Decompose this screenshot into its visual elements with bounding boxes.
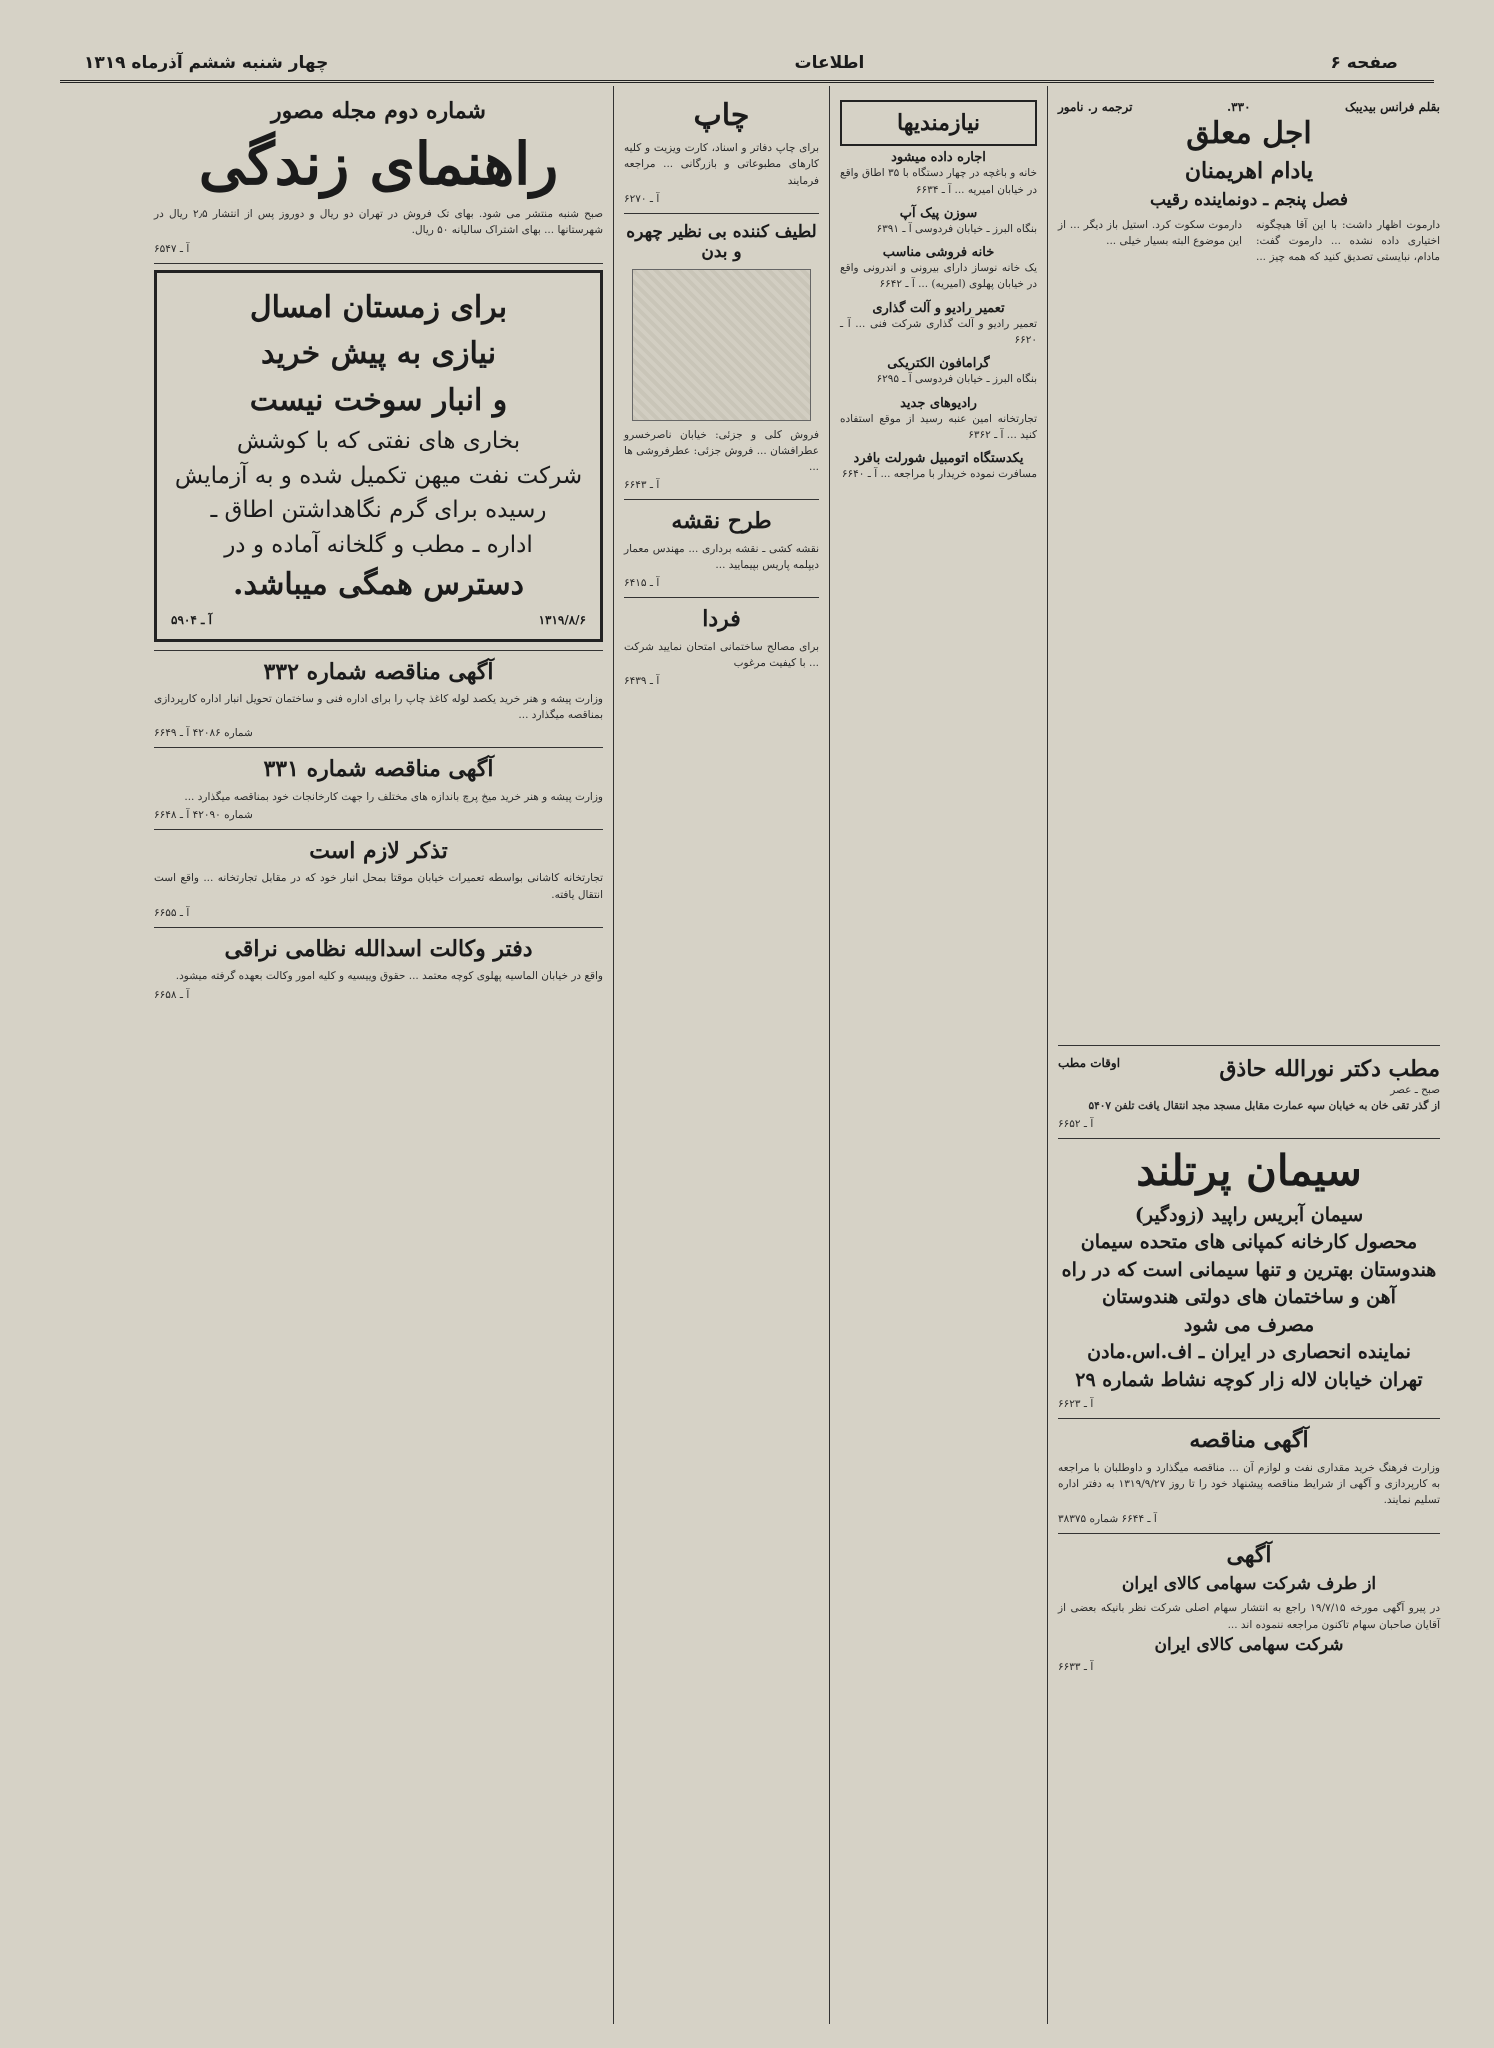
print-ad xyxy=(624,90,819,214)
heater-body xyxy=(171,424,586,562)
farda-code: آ ـ ۶۴۳۹ xyxy=(624,675,660,688)
tender-ad xyxy=(1058,1419,1440,1533)
needs-item-title: رادیوهای جدید xyxy=(900,395,977,411)
map-code: آ ـ ۶۴۱۵ xyxy=(624,577,660,590)
beauty-text: فروش کلی و جزئی: خیابان ناصرخسرو عطرافشان ... فروش جزئی: عطرفروشی ها ... xyxy=(624,428,819,474)
print-code: آ ـ ۶۲۷۰ xyxy=(624,192,660,205)
company-notice-title: آگهی xyxy=(1226,1541,1272,1568)
column-serial xyxy=(1048,86,1450,2024)
serial-block xyxy=(1058,90,1440,1046)
cement-code: آ ـ ۶۶۲۳ xyxy=(1058,1398,1094,1411)
needs-item-title: تعمیر رادیو و آلت گذاری xyxy=(872,300,1005,316)
beauty-code: آ ـ ۶۶۴۳ xyxy=(624,479,660,492)
tender-332-title: آگهی مناقصه شماره ۳۳۲ xyxy=(263,658,494,685)
cement-line: هندوستان بهترین و تنها سیمانی است که در راه xyxy=(1061,1258,1437,1281)
needs-item xyxy=(840,206,1037,237)
cement-title: سیمان پرتلند xyxy=(1136,1146,1362,1196)
magazine-text: صبح شنبه منتشر می شود. بهای تک فروش در تهران دو ریال و دوروز پس از انتشار ۲٫۵ ریال در شهرستانها ... بهای اشتراک سالیانه ۵۰ ریال. xyxy=(154,207,603,237)
print-title: چاپ xyxy=(693,98,750,133)
clinic-title: مطب دکتر نورالله حاذق xyxy=(1219,1055,1440,1082)
cement-ad xyxy=(1058,1139,1440,1419)
needs-item xyxy=(840,396,1037,444)
heater-sub: بخاری های نفتی که با کوشش xyxy=(236,428,521,455)
company-notice-sign: شرکت سهامی کالای ایران xyxy=(1154,1634,1344,1655)
needs-item xyxy=(840,451,1037,482)
tender-332 xyxy=(154,651,603,749)
cement-line: آهن و ساختمان های دولتی هندوستان xyxy=(1102,1286,1396,1309)
needs-item xyxy=(840,150,1037,198)
cement-lines xyxy=(1058,1202,1440,1395)
masthead xyxy=(84,50,1398,76)
masthead-rule xyxy=(60,80,1434,83)
heater-sub: اداره ـ مطب و گلخانه آماده و در xyxy=(224,531,533,558)
serial-chapter: فصل پنجم ـ دونماینده رقیب xyxy=(1150,190,1348,211)
heater-line: نیازی به پیش خرید xyxy=(260,336,497,372)
tender-text: وزارت فرهنگ خرید مقداری نفت و لوازم آن ... مناقصه میگذارد و داوطلبان با مراجعه به کارپردازی و آگهی از شرایط مناقصه پیشنهاد خود را تا روز ۱۳۱۹/۹/۲۷ به دفتر اداره تسلیم نمایند. xyxy=(1058,1461,1441,1507)
needs-item-text: بنگاه البرز ـ خیابان فردوسی آ ـ ۶۳۹۱ xyxy=(876,222,1037,235)
clinic-address: از گذر تقی خان به خیابان سپه عمارت مقابل مسجد مجد انتقال یافت تلفن ۵۴۰۷ xyxy=(1088,1100,1440,1113)
needs-title: نیازمندیها xyxy=(840,100,1037,146)
needs-item xyxy=(840,356,1037,387)
serial-translator: ترجمه ر. نامور xyxy=(1058,100,1133,114)
print-text: برای چاپ دفاتر و اسناد، کارت ویزیت و کلیه کارهای مطبوعاتی و بازرگانی ... مراجعه فرمایند xyxy=(624,142,819,187)
paper-name: اطلاعات xyxy=(794,53,865,73)
needs-item-text: بنگاه البرز ـ خیابان فردوسی آ ـ ۶۲۹۵ xyxy=(876,373,1037,386)
serial-text: دارموت اظهار داشت: با این آقا هیچگونه اختیاری داده نشده ... دارموت گفت: مادام، نبایستی تصدیق کنید که همه چیز ... دارموت سکوت کرد. استیل باز دیگر ... از این موضوع البته بسیار خیلی ... xyxy=(1058,218,1440,264)
serial-author: بقلم فرانس بیدیبک xyxy=(1344,100,1440,114)
column-ads xyxy=(614,86,830,2024)
magazine-name: راهنمای زندگی xyxy=(198,130,559,199)
clinic-hours-text: صبح ـ عصر xyxy=(1390,1083,1440,1096)
needs-item-title: سوزن پیک آپ xyxy=(899,205,978,221)
clinic-hours-label: اوقات مطب xyxy=(1058,1055,1121,1070)
company-notice-code: آ ـ ۶۶۳۳ xyxy=(1058,1661,1094,1674)
needs-item-title: اجاره داده میشود xyxy=(891,150,986,166)
needs-item-text: خانه و باغچه در چهار دستگاه با ۳۵ اطاق واقع در خیابان امیریه ... آ ـ ۶۶۳۴ xyxy=(840,167,1037,196)
clinic-hours xyxy=(1058,1056,1440,1082)
heater-line: برای زمستان امسال xyxy=(249,289,508,325)
map-text: نقشه کشی ـ نقشه برداری ... مهندس معمار دیپلمه پاریس بپیمایید ... xyxy=(624,542,819,572)
serial-issue: ۳۳۰. xyxy=(1226,100,1251,114)
column-classifieds xyxy=(830,86,1048,2024)
heater-code: آ ـ ۵۹۰۴ xyxy=(171,612,212,627)
farda-ad xyxy=(624,598,819,695)
tender-332-code: شماره ۴۲۰۸۶ آ ـ ۶۶۴۹ xyxy=(154,727,253,740)
needs-item xyxy=(840,245,1037,293)
serial-title: اجل معلق xyxy=(1186,116,1312,151)
beauty-ad xyxy=(624,214,819,501)
map-ad xyxy=(624,500,819,598)
needs-item-title: یکدستگاه اتومبیل شورلت بافرد xyxy=(853,451,1024,467)
cement-line: سیمان آبریس راپید (زودگیر) xyxy=(1134,1203,1364,1226)
magazine-ad xyxy=(154,90,603,264)
farda-title: فردا xyxy=(702,606,741,633)
cement-line: محصول کارخانه کمپانی های متحده سیمان xyxy=(1080,1231,1418,1254)
tender-331-title: آگهی مناقصه شماره ۳۳۱ xyxy=(263,756,494,783)
product-illustration xyxy=(632,269,811,421)
tender-title: آگهی مناقصه xyxy=(1189,1427,1309,1454)
heater-ad xyxy=(154,264,603,651)
magazine-code: آ ـ ۶۵۴۷ xyxy=(154,242,190,255)
company-notice-text: در پیرو آگهی مورخه ۱۹/۷/۱۵ راجع به انتشار سهام اصلی شرکت نظر بانیکه بعضی از آقایان صاحبان سهام تاکنون مراجعه ننموده اند ... xyxy=(1058,1602,1440,1631)
clinic-ad xyxy=(1058,1046,1440,1140)
reminder-ad xyxy=(154,830,603,928)
map-title: طرح نقشه xyxy=(671,508,772,535)
heater-last: دسترس همگی میباشد. xyxy=(233,567,524,603)
needs-item-text: تجارتخانه امین عنبه رسید از موقع استفاده کنید ... آ ـ ۶۳۶۲ xyxy=(840,412,1037,441)
lawyer-text: واقع در خیابان الماسیه پهلوی کوچه معتمد ... حقوق وییسیه و کلیه امور وکالت بعهده گرفته میشود. xyxy=(175,970,603,983)
lawyer-title: دفتر وکالت اسدالله نظامی نراقی xyxy=(224,936,533,963)
heater-box xyxy=(154,270,603,642)
columns xyxy=(44,86,1450,2024)
reminder-text: تجارتخانه کاشانی بواسطه تعمیرات خیابان موقتا بمحل انبار خود که در مقابل تجارتخانه ... واقع است انتقال یافته. xyxy=(154,872,603,901)
clinic-code: آ ـ ۶۶۵۲ xyxy=(1058,1118,1094,1131)
heater-date: ۱۳۱۹/۸/۶ xyxy=(538,612,586,627)
company-notice-subtitle: از طرف شرکت سهامی کالای ایران xyxy=(1121,1574,1377,1595)
tender-331 xyxy=(154,748,603,830)
cement-line: تهران خیابان لاله زار کوچه نشاط شماره ۲۹ xyxy=(1075,1368,1423,1391)
magazine-title: شماره دوم مجله مصور xyxy=(271,98,486,124)
heater-sub: رسیده برای گرم نگاهداشتن اطاق ـ xyxy=(210,497,547,524)
page-label: صفحه ۶ xyxy=(1330,53,1398,73)
needs-item-text: مسافرت نموده خریدار با مراجعه ... آ ـ ۶۶۴۰ xyxy=(841,468,1037,481)
farda-text: برای مصالح ساختمانی امتحان نمایید شرکت ... با کیفیت مرغوب xyxy=(624,640,819,669)
cement-line: مصرف می شود xyxy=(1183,1313,1315,1336)
cement-line: نماینده انحصاری در ایران ـ اف.اس.مادن xyxy=(1087,1341,1411,1364)
needs-block xyxy=(840,90,1037,498)
heater-line: و انبار سوخت نیست xyxy=(249,382,508,418)
company-notice xyxy=(1058,1534,1440,1682)
tender-code: آ ـ ۶۶۴۴ شماره ۳۸۳۷۵ xyxy=(1058,1512,1157,1525)
lawyer-ad xyxy=(154,928,603,1009)
issue-date: چهار شنبه ششم آذرماه ۱۳۱۹ xyxy=(84,53,329,73)
serial-meta xyxy=(1058,100,1440,114)
column-left xyxy=(144,86,614,2024)
needs-item xyxy=(840,301,1037,349)
tender-332-text: وزارت پیشه و هنر خرید یکصد لوله کاغذ چاپ را برای اداره فنی و ساختمان تحویل انبار اداره کارپردازی بمناقصه میگذارد ... xyxy=(154,692,603,722)
reminder-title: تذکر لازم است xyxy=(309,838,448,865)
heater-footer xyxy=(171,613,586,627)
needs-item-text: یک خانه نوساز دارای بیرونی و اندرونی واقع در خیابان پهلوی (امیریه) ... آ ـ ۶۶۴۲ xyxy=(840,262,1037,291)
heater-headline xyxy=(171,285,586,425)
heater-sub: شرکت نفت میهن تکمیل شده و به آزمایش xyxy=(174,462,583,489)
serial-subtitle: یادام اهریمنان xyxy=(1184,158,1314,184)
needs-item-title: گرامافون الکتریکی xyxy=(887,356,990,372)
needs-item-title: خانه فروشی مناسب xyxy=(882,245,995,261)
needs-item-text: تعمیر رادیو و آلت گذاری شرکت فنی ... آ ـ ۶۶۲۰ xyxy=(840,317,1037,346)
beauty-title: لطیف کننده بی نظیر چهره و بدن xyxy=(626,221,817,263)
reminder-code: آ ـ ۶۶۵۵ xyxy=(154,907,190,920)
lawyer-code: آ ـ ۶۶۵۸ xyxy=(154,988,190,1001)
tender-331-text: وزارت پیشه و هنر خرید میخ پرچ باندازه های مختلف را جهت کارخانجات خود بمناقصه میگذارد ... xyxy=(184,790,603,803)
tender-331-code: شماره ۴۲۰۹۰ آ ـ ۶۶۴۸ xyxy=(154,809,253,822)
